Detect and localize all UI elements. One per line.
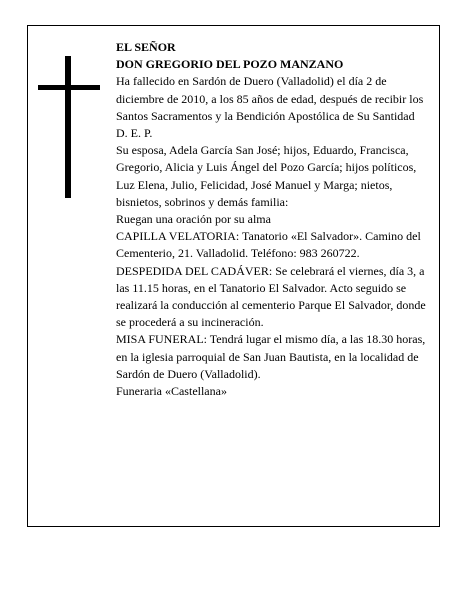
cross-icon [38,56,100,198]
funeral-mass-info: MISA FUNERAL: Tendrá lugar el mismo día, a las 18.30 horas, en la iglesia parroquial de San Juan Bautista, en la localidad de Sardón de Duero (Valladolid). [116,332,426,381]
cross-vertical-bar [65,56,71,198]
death-announcement: Ha fallecido en Sardón de Duero (Valladolid) el día 2 de diciembre de 2010, a los 85 años de edad, después de recibir los Santos Sacramentos y la Bendición Apostólica de Su Santidad [116,74,424,123]
farewell-info: DESPEDIDA DEL CADÁVER: Se celebrará el viernes, día 3, a las 11.15 horas, en el Tanatorio El Salvador. Acto seguido se realizará la conducción al cementerio Parque El Salvador, donde se procederá a su incineración. [116,263,426,330]
prayer-request: Ruegan una oración por su alma [116,212,271,227]
funeral-home: Funeraria «Castellana» [116,384,227,399]
obituary-notice [27,25,440,527]
wake-chapel-info: CAPILLA VELATORIA: Tanatorio «El Salvador». Camino del Cementerio, 21. Valladolid. Teléfono: 983 260722. [116,229,421,261]
family-list: Su esposa, Adela García San José; hijos, Eduardo, Francisca, Gregorio, Alicia y Luis Ángel del Pozo García; hijos políticos, Luz Elena, Julio, Felicidad, José Manuel y Marga; nietos, bisnietos, sobrinos y demás familia: [116,143,417,209]
notice-title: EL SEÑOR [116,40,176,54]
notice-text [116,39,434,400]
cross-horizontal-bar [38,85,100,90]
rip-line: D. E. P. [116,126,153,141]
deceased-name: DON GREGORIO DEL POZO MANZANO [116,57,344,72]
